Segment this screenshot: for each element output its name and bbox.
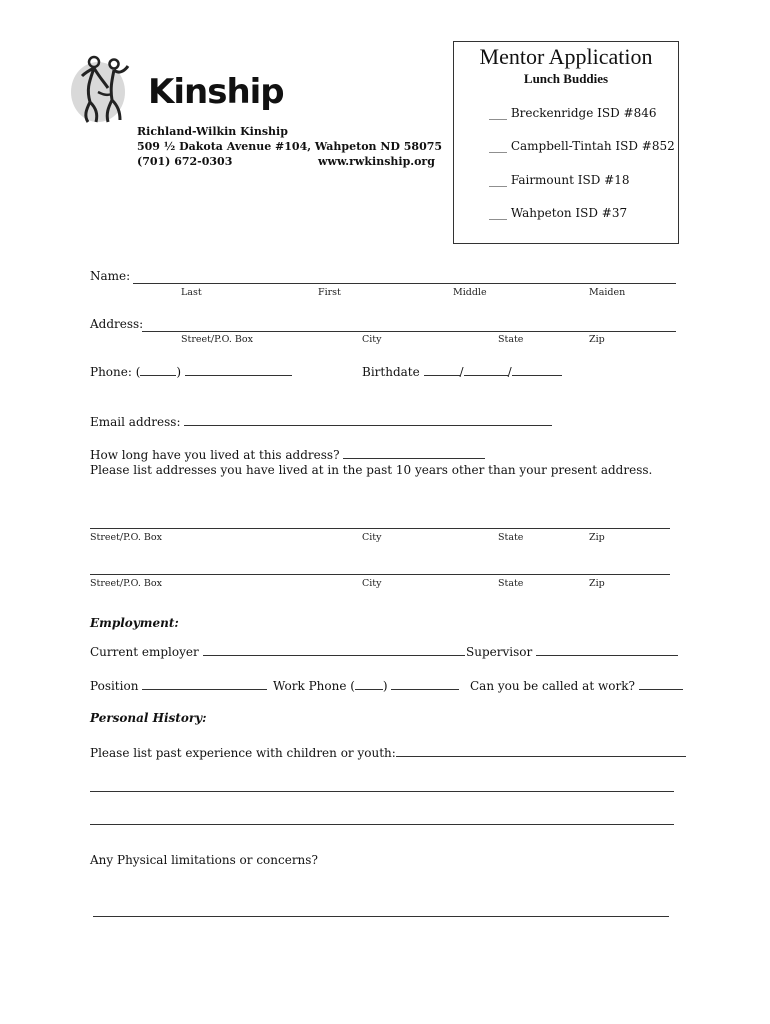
past-addresses-instruction: Please list addresses you have lived at in the past 10 years other than your present address.	[90, 463, 653, 477]
limitations-label: Any Physical limitations or concerns?	[90, 853, 318, 867]
phone-label: Phone: (	[90, 365, 141, 379]
org-website: www.rwkinship.org	[318, 155, 435, 168]
past-address-1-city-caption: City	[362, 532, 382, 543]
birthdate-sep-1: /	[459, 365, 464, 379]
application-subtitle: Lunch Buddies	[523, 71, 609, 86]
email-label: Email address:	[90, 415, 181, 429]
phone-area-code-field[interactable]	[140, 364, 176, 376]
address-street-caption: Street/P.O. Box	[181, 334, 253, 345]
can-call-row	[470, 678, 683, 693]
past-address-1-street-caption: Street/P.O. Box	[90, 532, 162, 543]
birthdate-row	[362, 364, 562, 379]
work-phone-area-code-field[interactable]	[355, 678, 383, 690]
school-option-breckenridge[interactable]: ___ Breckenridge ISD #846	[489, 106, 657, 120]
birthdate-year-field[interactable]	[512, 364, 562, 376]
employment-heading: Employment:	[90, 616, 179, 630]
experience-label: Please list past experience with children or youth:	[90, 746, 396, 760]
can-call-field[interactable]	[639, 678, 683, 690]
name-field[interactable]	[133, 283, 676, 284]
name-maiden-caption: Maiden	[589, 287, 626, 298]
current-employer-row	[90, 644, 465, 659]
experience-row	[90, 745, 686, 760]
birthdate-sep-2: /	[507, 365, 512, 379]
past-address-1-state-caption: State	[498, 532, 524, 543]
email-field[interactable]	[184, 414, 552, 426]
phone-paren: )	[176, 365, 182, 379]
name-first-caption: First	[318, 287, 341, 298]
address-field[interactable]	[142, 331, 676, 332]
past-address-1-zip-caption: Zip	[589, 532, 605, 543]
application-title: Mentor Application	[479, 44, 653, 69]
phone-number-field[interactable]	[185, 364, 292, 376]
org-phone: (701) 672-0303	[137, 155, 233, 168]
supervisor-field[interactable]	[536, 644, 678, 656]
birthdate-month-field[interactable]	[424, 364, 460, 376]
birthdate-day-field[interactable]	[464, 364, 508, 376]
address-label: Address:	[90, 317, 144, 331]
org-name: Richland-Wilkin Kinship	[137, 125, 288, 138]
kinship-logo	[68, 52, 284, 124]
work-phone-row	[273, 678, 459, 693]
limitations-field[interactable]	[93, 916, 669, 917]
experience-field[interactable]	[396, 745, 686, 757]
current-employer-label: Current employer	[90, 645, 199, 659]
position-field[interactable]	[142, 678, 267, 690]
address-zip-caption: Zip	[589, 334, 605, 345]
supervisor-row	[466, 644, 678, 659]
experience-field-line-2[interactable]	[90, 791, 674, 792]
position-label: Position	[90, 679, 139, 693]
phone-row	[90, 364, 292, 379]
personal-history-heading: Personal History:	[90, 711, 207, 725]
name-middle-caption: Middle	[453, 287, 487, 298]
kinship-logo-mark-icon	[68, 52, 138, 124]
address-city-caption: City	[362, 334, 382, 345]
work-phone-label: Work Phone (	[273, 679, 355, 693]
org-address: 509 ½ Dakota Avenue #104, Wahpeton ND 58075	[137, 140, 443, 153]
past-address-1-field[interactable]	[90, 528, 670, 529]
email-row	[90, 414, 552, 429]
birthdate-label: Birthdate	[362, 365, 420, 379]
can-call-label: Can you be called at work?	[470, 679, 635, 693]
how-long-field[interactable]	[343, 447, 485, 459]
position-row	[90, 678, 267, 693]
name-last-caption: Last	[181, 287, 202, 298]
name-label: Name:	[90, 269, 131, 283]
work-phone-paren: )	[382, 679, 388, 693]
past-address-2-state-caption: State	[498, 578, 524, 589]
how-long-row	[90, 447, 485, 462]
past-address-2-zip-caption: Zip	[589, 578, 605, 589]
current-employer-field[interactable]	[203, 644, 465, 656]
school-option-campbell-tintah[interactable]: ___ Campbell-Tintah ISD #852	[489, 139, 675, 153]
school-option-wahpeton[interactable]: ___ Wahpeton ISD #37	[489, 206, 628, 220]
how-long-label: How long have you lived at this address?	[90, 448, 340, 462]
work-phone-number-field[interactable]	[391, 678, 459, 690]
logo-wordmark: Kinship	[148, 72, 284, 112]
address-state-caption: State	[498, 334, 524, 345]
past-address-2-field[interactable]	[90, 574, 670, 575]
experience-field-line-3[interactable]	[90, 824, 674, 825]
supervisor-label: Supervisor	[466, 645, 533, 659]
school-option-fairmount[interactable]: ___ Fairmount ISD #18	[489, 173, 630, 187]
past-address-2-city-caption: City	[362, 578, 382, 589]
past-address-2-street-caption: Street/P.O. Box	[90, 578, 162, 589]
